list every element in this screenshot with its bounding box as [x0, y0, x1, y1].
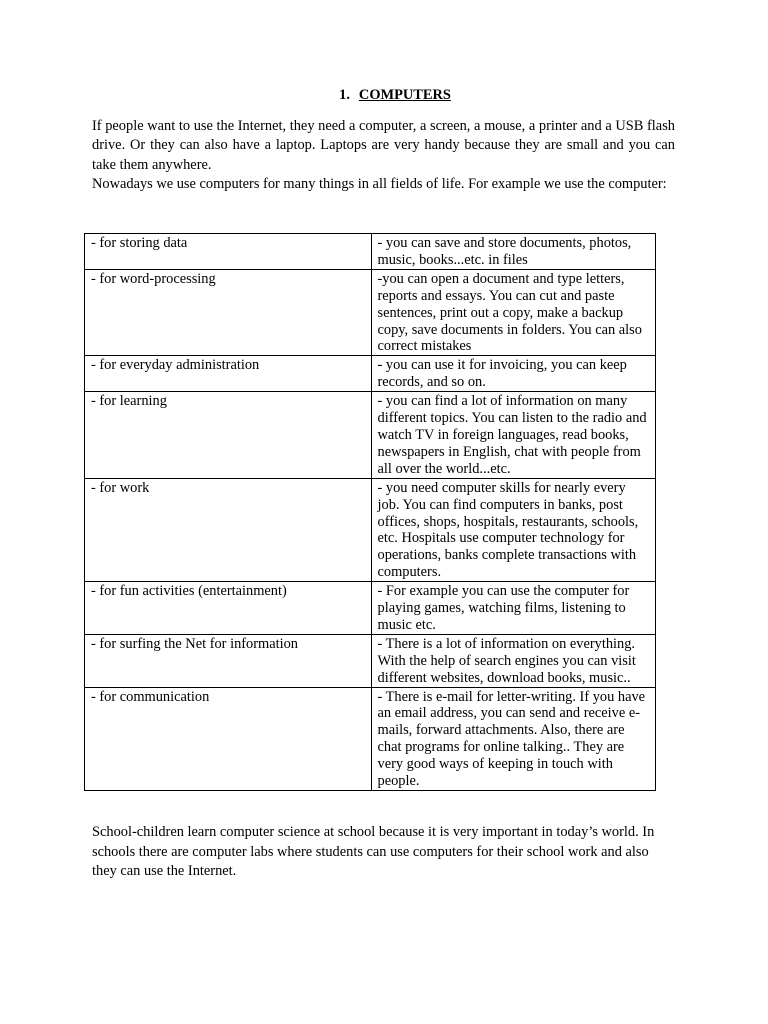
intro-text — [92, 117, 675, 195]
description-cell: -you can open a document and type letters, reports and essays. You can cut and paste sentences, print out a copy, make a backup copy, save documents in folders. You can also correct mistakes — [371, 269, 656, 356]
use-cell: - for communication — [85, 687, 372, 790]
table-row — [85, 234, 656, 270]
table-row — [85, 269, 656, 356]
use-cell: - for work — [85, 478, 372, 581]
description-cell: - you can find a lot of information on many different topics. You can listen to the radio and watch TV in foreign languages, read books, newspapers in English, chat with people from all over the world...etc. — [371, 392, 656, 479]
section-heading — [0, 86, 768, 104]
use-cell: - for fun activities (entertainment) — [85, 582, 372, 635]
intro-paragraph-1: If people want to use the Internet, they need a computer, a screen, a mouse, a printer and a USB flash drive. Or they can also have a laptop. Laptops are very handy because they are small and you can take them anywhere. — [92, 118, 675, 173]
closing-paragraph: School-children learn computer science at school because it is very important in today’s world. In schools there are computer labs where students can use computers for their school work and also they can use the Internet. — [92, 824, 655, 879]
section-number: 1. — [339, 87, 350, 103]
table-row — [85, 582, 656, 635]
table-row — [85, 478, 656, 581]
description-cell: - There is e-mail for letter-writing. If you have an email address, you can send and receive e-mails, forward attachments. Also, there are chat programs for online talking.. They are very good ways of keeping in touch with people. — [371, 687, 656, 790]
table-row — [85, 687, 656, 790]
use-cell: - for word-processing — [85, 269, 372, 356]
intro-paragraph-2: Nowadays we use computers for many things in all fields of life. For example we use the computer: — [92, 176, 667, 193]
description-cell: - For example you can use the computer for playing games, watching films, listening to music etc. — [371, 582, 656, 635]
description-cell: - you need computer skills for nearly every job. You can find computers in banks, post offices, shops, hospitals, restaurants, schools, etc. Hospitals use computer technology for operations, banks complete transactions with computers. — [371, 478, 656, 581]
use-cell: - for everyday administration — [85, 356, 372, 392]
description-cell: - There is a lot of information on everything. With the help of search engines you can visit different websites, download books, music.. — [371, 634, 656, 687]
section-title: COMPUTERS — [358, 87, 451, 103]
computer-uses-table — [84, 233, 656, 791]
table-row — [85, 356, 656, 392]
use-cell: - for surfing the Net for information — [85, 634, 372, 687]
description-cell: - you can use it for invoicing, you can keep records, and so on. — [371, 356, 656, 392]
use-cell: - for storing data — [85, 234, 372, 270]
table-row — [85, 392, 656, 479]
description-cell: - you can save and store documents, photos, music, books...etc. in files — [371, 234, 656, 270]
table-row — [85, 634, 656, 687]
use-cell: - for learning — [85, 392, 372, 479]
